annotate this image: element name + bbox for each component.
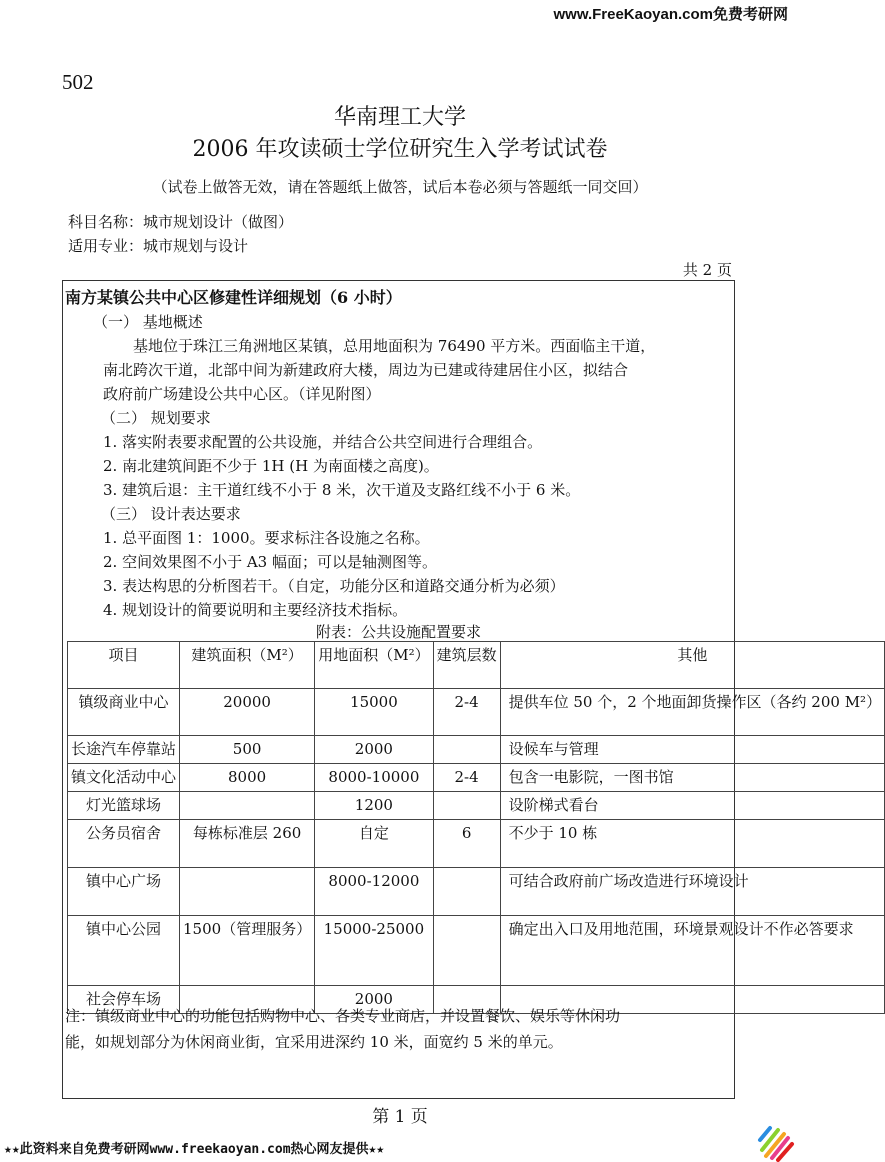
facility-table	[67, 641, 885, 1014]
site-header: www.FreeKaoyan.com免费考研网	[553, 6, 788, 23]
table-cell: 长途汽车停靠站	[68, 736, 180, 764]
university-name: 华南理工大学	[333, 105, 466, 130]
table-row	[68, 868, 885, 916]
table-cell: 不少于 10 栋	[500, 820, 884, 868]
table-row	[68, 689, 885, 736]
table-cell: 2000	[315, 986, 433, 1014]
table-cell: 2-4	[433, 764, 500, 792]
table-cell: 8000-10000	[315, 764, 433, 792]
requirement-item: 2. 南北建筑间距不少于 1H (H 为南面楼之高度)。	[103, 457, 439, 475]
table-cell	[180, 868, 315, 916]
requirement-item: 1. 总平面图 1：1000。要求标注各设施之名称。	[103, 529, 430, 547]
paragraph-line: 基地位于珠江三角洲地区某镇，总用地面积为 76490 平方米。西面临主干道，	[103, 337, 656, 355]
table-cell	[433, 736, 500, 764]
table-cell: 6	[433, 820, 500, 868]
table-cell: 公务员宿舍	[68, 820, 180, 868]
table-row	[68, 764, 885, 792]
table-cell: 8000	[180, 764, 315, 792]
logo-icon	[754, 1122, 794, 1162]
table-cell: 包含一电影院，一图书馆	[500, 764, 884, 792]
question-box	[62, 280, 882, 1099]
table-cell: 镇文化活动中心	[68, 764, 180, 792]
table-cell: 自定	[315, 820, 433, 868]
subject-name: 科目名称：城市规划设计（做图）	[68, 213, 294, 231]
table-cell	[180, 792, 315, 820]
table-cell	[433, 868, 500, 916]
table-row	[68, 792, 885, 820]
requirement-item: 4. 规划设计的简要说明和主要经济技术指标。	[103, 601, 408, 619]
footer-text: ★★此资料来自免费考研网www.freekaoyan.com热心网友提供★★	[4, 1142, 385, 1157]
requirement-item: 1. 落实附表要求配置的公共设施，并结合公共空间进行合理组合。	[103, 433, 543, 451]
page-number: 第 1 页	[372, 1107, 428, 1127]
exam-title: 2006 年攻读硕士学位研究生入学考试试卷	[192, 137, 608, 162]
section-3-title: （三） 设计表达要求	[101, 505, 241, 523]
header-cell: 其他	[500, 642, 884, 689]
section-2-title: （二） 规划要求	[101, 409, 211, 427]
table-cell: 每栋标准层 260	[180, 820, 315, 868]
requirement-item: 2. 空间效果图不小于 A3 幅面；可以是轴测图等。	[103, 553, 437, 571]
table-cell: 设候车与管理	[500, 736, 884, 764]
instruction-note: （试卷上做答无效，请在答题纸上做答，试后本卷必须与答题纸一同交回）	[152, 178, 648, 196]
question-heading: 南方某镇公共中心区修建性详细规划（6 小时）	[65, 288, 402, 307]
table-row	[68, 736, 885, 764]
header-cell: 建筑面积（M²）	[180, 642, 315, 689]
table-cell: 可结合政府前广场改造进行环境设计	[500, 868, 884, 916]
table-cell: 灯光篮球场	[68, 792, 180, 820]
requirement-item: 3. 表达构思的分析图若干。（自定，功能分区和道路交通分析为必须）	[103, 577, 565, 595]
footnote-line: 注：镇级商业中心的功能包括购物中心、各类专业商店，并设置餐饮、娱乐等休闲功	[65, 1007, 621, 1025]
exam-code: 502	[62, 70, 94, 94]
paragraph-line: 南北跨次干道，北部中间为新建政府大楼，周边为已建或待建居住小区，拟结合	[103, 361, 629, 379]
header-cell: 建筑层数	[433, 642, 500, 689]
table-cell: 8000-12000	[315, 868, 433, 916]
table-cell: 2000	[315, 736, 433, 764]
paragraph-line: 政府前广场建设公共中心区。（详见附图）	[103, 385, 381, 403]
table-row	[68, 820, 885, 868]
header-cell: 项目	[68, 642, 180, 689]
table-cell: 确定出入口及用地范围，环境景观设计不作必答要求	[500, 916, 884, 986]
table-header-row	[68, 642, 885, 689]
table-cell: 1500（管理服务）	[180, 916, 315, 986]
table-cell	[433, 916, 500, 986]
requirement-item: 3. 建筑后退：主干道红线不小于 8 米，次干道及支路红线不小于 6 米。	[103, 481, 581, 499]
section-1-title: （一） 基地概述	[93, 313, 203, 331]
table-cell: 500	[180, 736, 315, 764]
table-row	[68, 916, 885, 986]
major-name: 适用专业：城市规划与设计	[68, 237, 249, 255]
table-cell: 镇中心公园	[68, 916, 180, 986]
table-caption: 附表：公共设施配置要求	[315, 623, 481, 641]
table-cell: 15000-25000	[315, 916, 433, 986]
table-cell: 镇中心广场	[68, 868, 180, 916]
footnote-line: 能，如规划部分为休闲商业街，宜采用进深约 10 米，面宽约 5 米的单元。	[65, 1033, 563, 1051]
table-cell: 20000	[180, 689, 315, 736]
table-cell: 1200	[315, 792, 433, 820]
table-cell: 2-4	[433, 689, 500, 736]
table-cell: 提供车位 50 个，2 个地面卸货操作区（各约 200 M²）	[500, 689, 884, 736]
page-count: 共 2 页	[682, 261, 732, 279]
table-cell: 镇级商业中心	[68, 689, 180, 736]
header-cell: 用地面积（M²）	[315, 642, 433, 689]
table-cell: 15000	[315, 689, 433, 736]
table-cell: 社会停车场	[68, 986, 180, 1014]
table-cell: 设阶梯式看台	[500, 792, 884, 820]
table-cell	[433, 792, 500, 820]
